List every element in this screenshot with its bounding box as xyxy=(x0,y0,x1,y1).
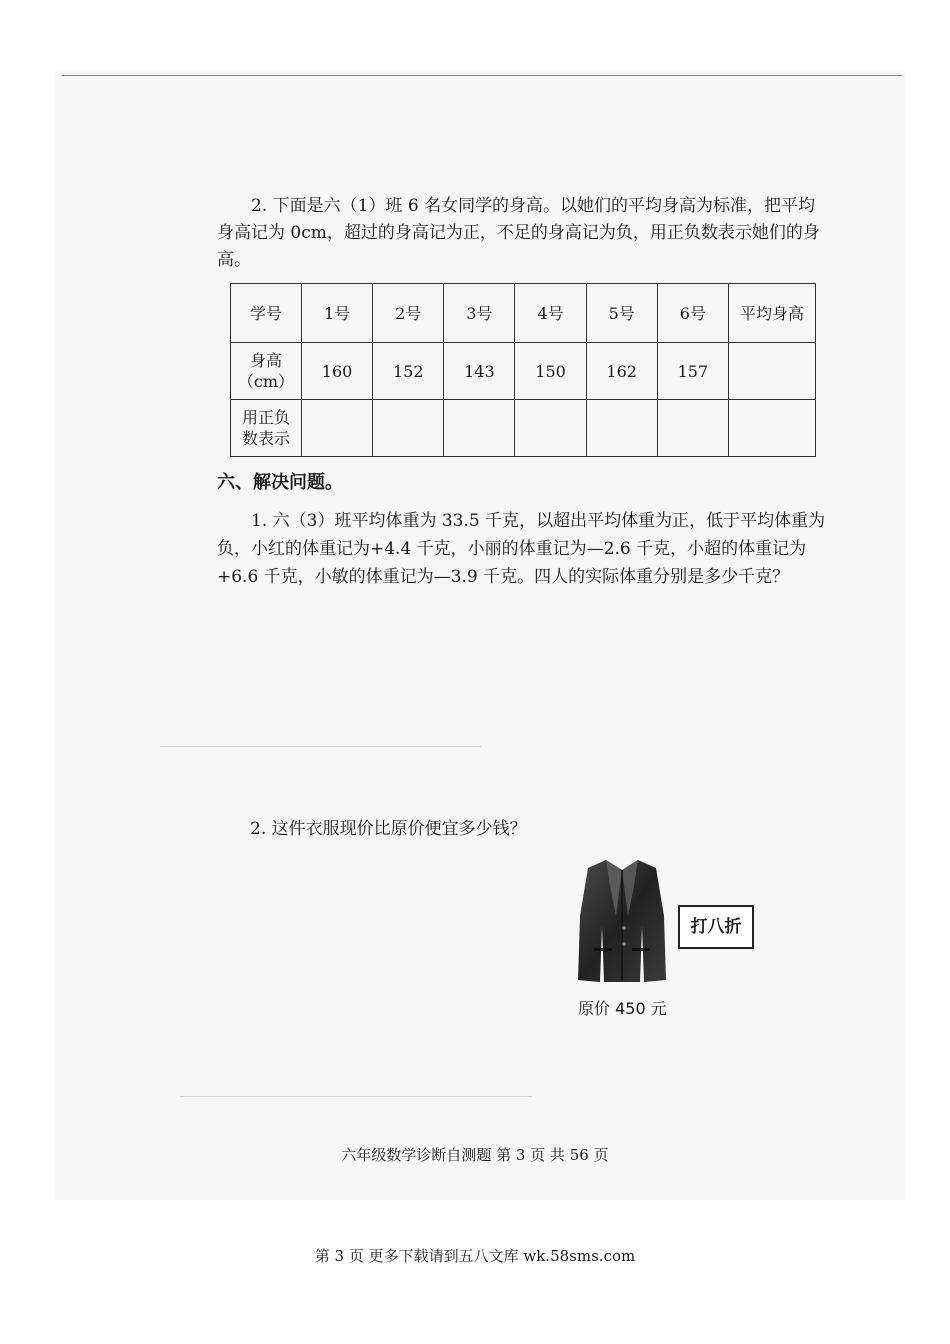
bleed-through-decoration: ───────────────────────────────────────────── xyxy=(180,1090,533,1105)
table-row-label: 用正负数表示 xyxy=(231,400,302,457)
table-row xyxy=(231,284,816,343)
page-footer: 六年级数学诊断自测题 第 3 页 共 56 页 xyxy=(341,1146,609,1164)
table-row xyxy=(231,343,816,400)
table-header-cell: 学号 xyxy=(231,284,302,343)
table-cell: 143 xyxy=(444,343,515,400)
jacket-image xyxy=(576,856,668,984)
table-header-cell: 6号 xyxy=(657,284,728,343)
table-header-cell: 3号 xyxy=(444,284,515,343)
table-header-cell: 平均身高 xyxy=(729,284,816,343)
download-notice: 第 3 页 更多下载请到五八文库 wk.58sms.com xyxy=(314,1247,636,1265)
bleed-through-decoration: ───────────────────────────────────────── xyxy=(160,740,481,755)
table-row xyxy=(231,400,816,457)
table-row-label: 身高（cm） xyxy=(231,343,302,400)
table-cell: 160 xyxy=(302,343,373,400)
table-cell xyxy=(586,400,657,457)
table-cell: 157 xyxy=(657,343,728,400)
table-cell xyxy=(729,400,816,457)
section-6-title: 六、解决问题。 xyxy=(217,472,343,493)
table-cell xyxy=(729,343,816,400)
table-header-cell: 4号 xyxy=(515,284,586,343)
table-cell: 150 xyxy=(515,343,586,400)
table-cell: 152 xyxy=(373,343,444,400)
table-header-cell: 2号 xyxy=(373,284,444,343)
question-2-text: 2. 下面是六（1）班 6 名女同学的身高。以她们的平均身高为标准，把平均身高记为 0cm，超过的身高记为正，不足的身高记为负，用正负数表示她们的身高。 xyxy=(217,196,820,270)
table-cell xyxy=(657,400,728,457)
table-cell: 162 xyxy=(586,343,657,400)
height-table xyxy=(230,283,816,457)
section-6-question-2: 2. 这件衣服现价比原价便宜多少钱？ xyxy=(250,819,527,839)
section-6-question-1: 1. 六（3）班平均体重为 33.5 千克，以超出平均体重为正，低于平均体重为负，小红的体重记为+4.4 千克，小丽的体重记为—2.6 千克，小超的体重记为+6.6 千克，小敏的体重记为—3.9 千克。四人的实际体重分别是多少千克？ xyxy=(217,511,826,587)
page-top-rule xyxy=(62,75,902,76)
table-header-cell: 5号 xyxy=(586,284,657,343)
table-header-cell: 1号 xyxy=(302,284,373,343)
table-cell xyxy=(373,400,444,457)
original-price-label: 原价 450 元 xyxy=(578,999,667,1018)
table-cell xyxy=(302,400,373,457)
discount-tag: 打八折 xyxy=(678,905,754,949)
table-cell xyxy=(444,400,515,457)
table-cell xyxy=(515,400,586,457)
